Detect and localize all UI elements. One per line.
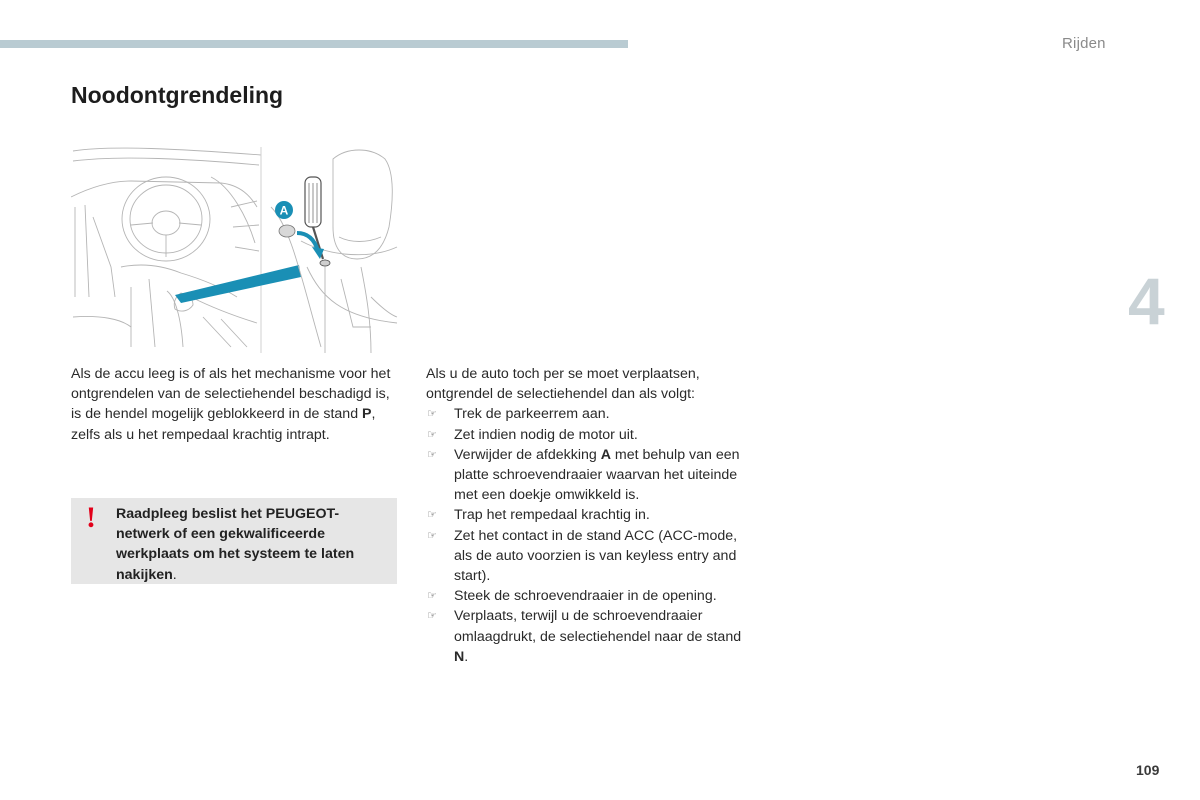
procedure-column [426, 364, 756, 667]
step-item: ☞ Zet het contact in de stand ACC (ACC-mode, als de auto voorzien is van keyless entry and start). [427, 527, 738, 585]
intro-column [71, 364, 391, 445]
step-item: ☞ Verplaats, terwijl u de schroevendraaier omlaagdrukt, de selectiehendel naar de stand N. [427, 608, 742, 665]
procedure-intro: Als u de auto toch per se moet verplaatsen, ontgrendel de selectiehendel dan als volgt: [426, 366, 700, 403]
pointing-hand-icon: ☞ [427, 590, 437, 603]
warning-icon: ! [86, 501, 96, 534]
gear-selector-illustration [71, 147, 398, 353]
procedure-steps [426, 404, 756, 667]
page-number: 109 [1136, 762, 1160, 778]
removed-cap [279, 225, 295, 237]
warning-text: Raadpleeg beslist het PEUGEOT-netwerk of een gekwalificeerde werkplaats om het systeem te laten nakijken. [116, 506, 355, 583]
pointing-hand-icon: ☞ [427, 509, 437, 522]
pointing-hand-icon: ☞ [427, 408, 437, 421]
step-item: ☞ Zet indien nodig de motor uit. [426, 425, 756, 445]
header-accent-bar [0, 40, 628, 48]
step-item: ☞ Trap het rempedaal krachtig in. [426, 505, 756, 525]
callout-a-label: A [279, 203, 289, 218]
section-label: Rijden [1062, 35, 1106, 52]
pointing-hand-icon: ☞ [427, 529, 437, 542]
warning-box [71, 498, 397, 584]
pointing-hand-icon: ☞ [427, 448, 437, 461]
step-item: ☞ Trek de parkeerrem aan. [426, 404, 756, 424]
pointing-hand-icon: ☞ [427, 428, 437, 441]
position-p-label: P [362, 406, 372, 423]
intro-paragraph: Als de accu leeg is of als het mechanisme voor het ontgrendelen van de selectiehendel beschadigd is, is de hendel mogelijk geblokkeerd in de stand P, zelfs als u het rempedaal krachtig intrapt. [71, 366, 391, 443]
chapter-number: 4 [1128, 264, 1165, 338]
step-item: ☞ Verwijder de afdekking A met behulp van een platte schroevendraaier waarvan het uiteinde met een doekje omwikkeld is. [427, 446, 740, 504]
pointing-hand-icon: ☞ [427, 610, 437, 623]
step-item: ☞ Steek de schroevendraaier in de opening. [426, 586, 756, 606]
page-title: Noodontgrendeling [71, 82, 284, 108]
